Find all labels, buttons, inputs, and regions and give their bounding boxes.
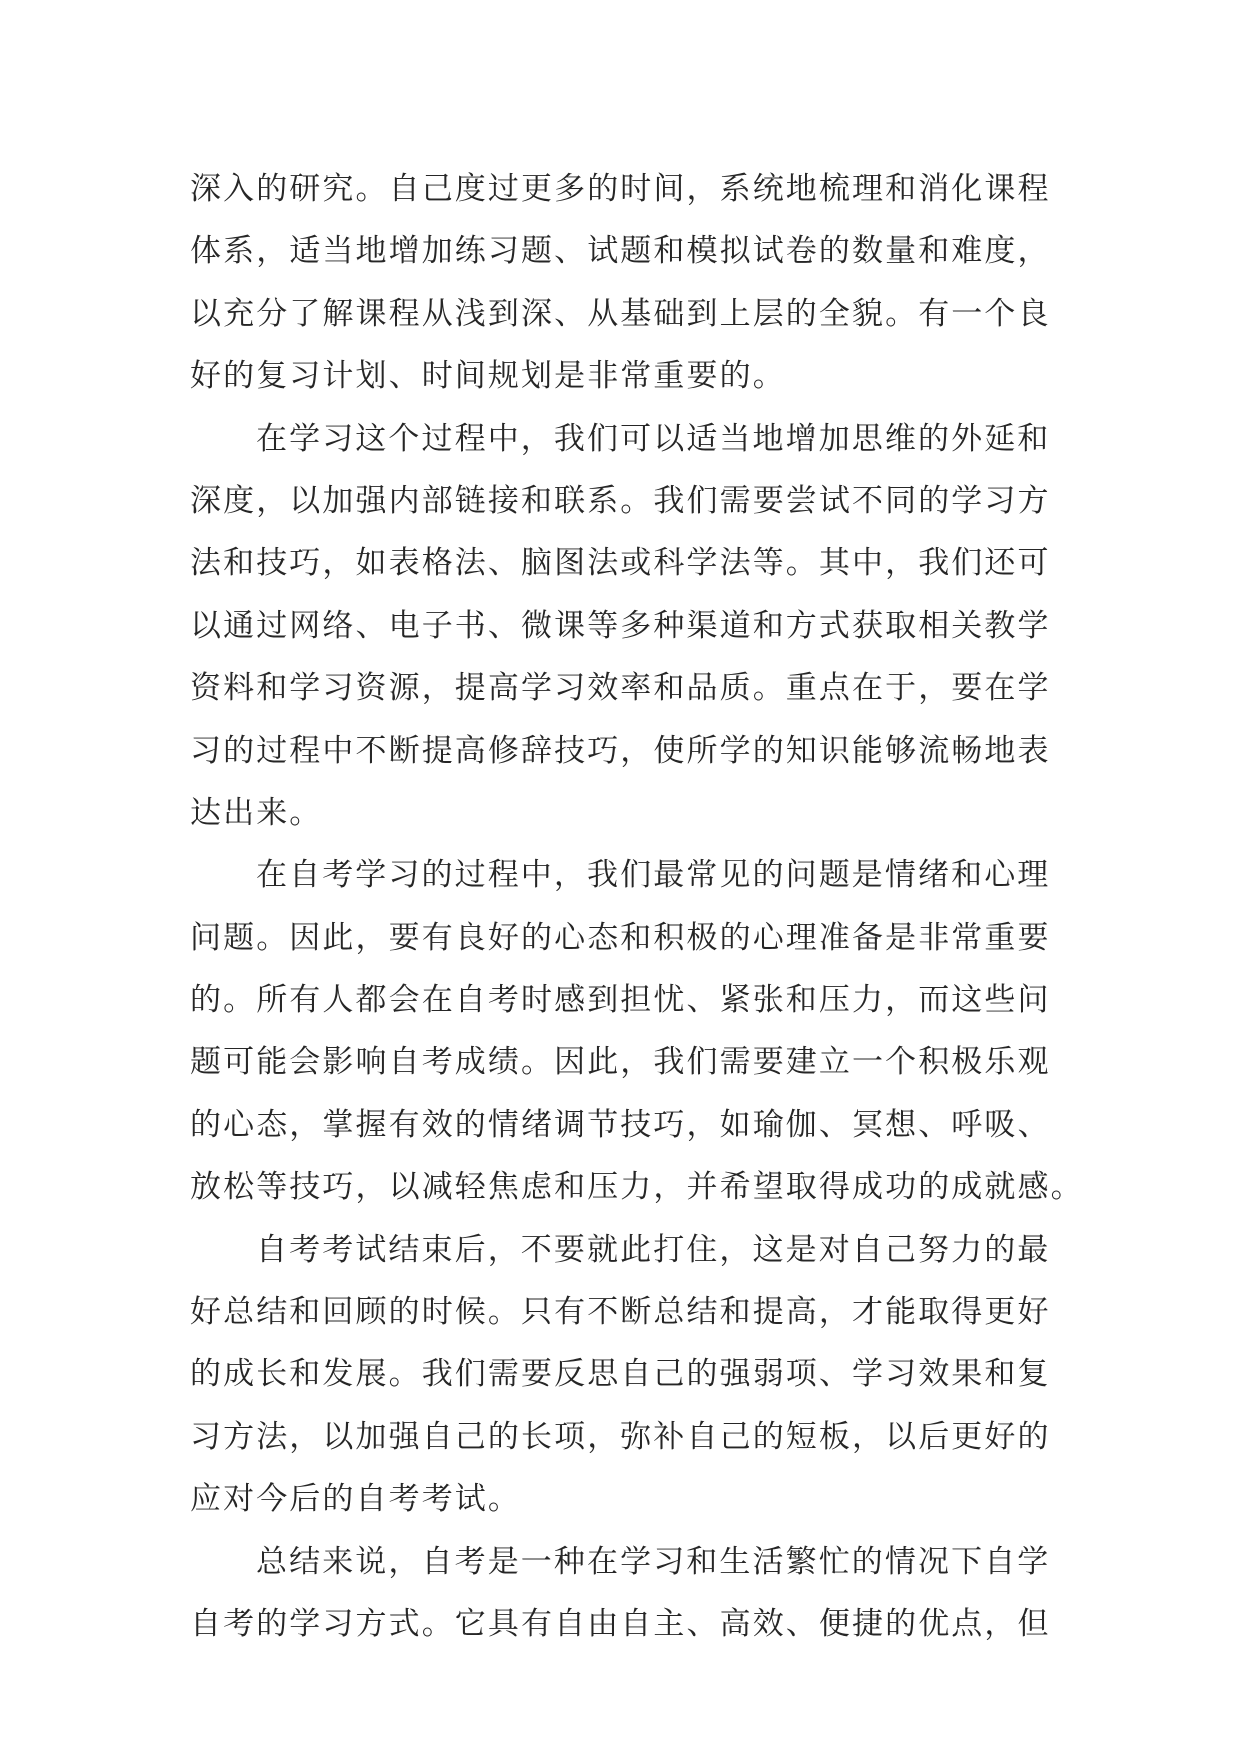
paragraph-first-line: 总结来说，自考是一种在学习和生活繁忙的情况下自学 — [256, 1543, 1051, 1580]
text-line: 好的复习计划、时间规划是非常重要的。 — [190, 358, 786, 395]
text-line: 以通过网络、电子书、微课等多种渠道和方式获取相关教学 — [190, 607, 1051, 644]
paragraph-first-line: 在学习这个过程中，我们可以适当地增加思维的外延和 — [256, 420, 1051, 457]
text-line: 习的过程中不断提高修辞技巧，使所学的知识能够流畅地表 — [190, 732, 1051, 769]
text-line: 习方法，以加强自己的长项，弥补自己的短板，以后更好的 — [190, 1418, 1051, 1455]
text-line: 法和技巧，如表格法、脑图法或科学法等。其中，我们还可 — [190, 545, 1051, 582]
paragraph-first-line: 自考考试结束后，不要就此打住，这是对自己努力的最 — [256, 1231, 1051, 1268]
text-line: 深度，以加强内部链接和联系。我们需要尝试不同的学习方 — [190, 482, 1051, 519]
text-line: 自考的学习方式。它具有自由自主、高效、便捷的优点，但 — [190, 1605, 1051, 1642]
text-line: 问题。因此，要有良好的心态和积极的心理准备是非常重要 — [190, 919, 1051, 956]
text-line: 以充分了解课程从浅到深、从基础到上层的全貌。有一个良 — [190, 295, 1051, 332]
paragraph-first-line: 在自考学习的过程中，我们最常见的问题是情绪和心理 — [256, 857, 1051, 894]
text-line: 的。所有人都会在自考时感到担忧、紧张和压力，而这些问 — [190, 982, 1051, 1019]
document-body — [190, 158, 1084, 1655]
text-line: 资料和学习资源，提高学习效率和品质。重点在于，要在学 — [190, 670, 1051, 707]
text-line: 题可能会影响自考成绩。因此，我们需要建立一个积极乐观 — [190, 1044, 1051, 1081]
text-line: 深入的研究。自己度过更多的时间，系统地梳理和消化课程 — [190, 171, 1051, 207]
text-line: 放松等技巧，以减轻焦虑和压力，并希望取得成功的成就感。 — [190, 1169, 1084, 1206]
text-line: 的心态，掌握有效的情绪调节技巧，如瑜伽、冥想、呼吸、 — [190, 1106, 1051, 1143]
text-line: 达出来。 — [190, 794, 323, 831]
text-line: 体系，适当地增加练习题、试题和模拟试卷的数量和难度， — [190, 233, 1051, 270]
text-line: 应对今后的自考考试。 — [190, 1481, 521, 1518]
text-line: 好总结和回顾的时候。只有不断总结和提高，才能取得更好 — [190, 1294, 1051, 1331]
text-line: 的成长和发展。我们需要反思自己的强弱项、学习效果和复 — [190, 1356, 1051, 1393]
